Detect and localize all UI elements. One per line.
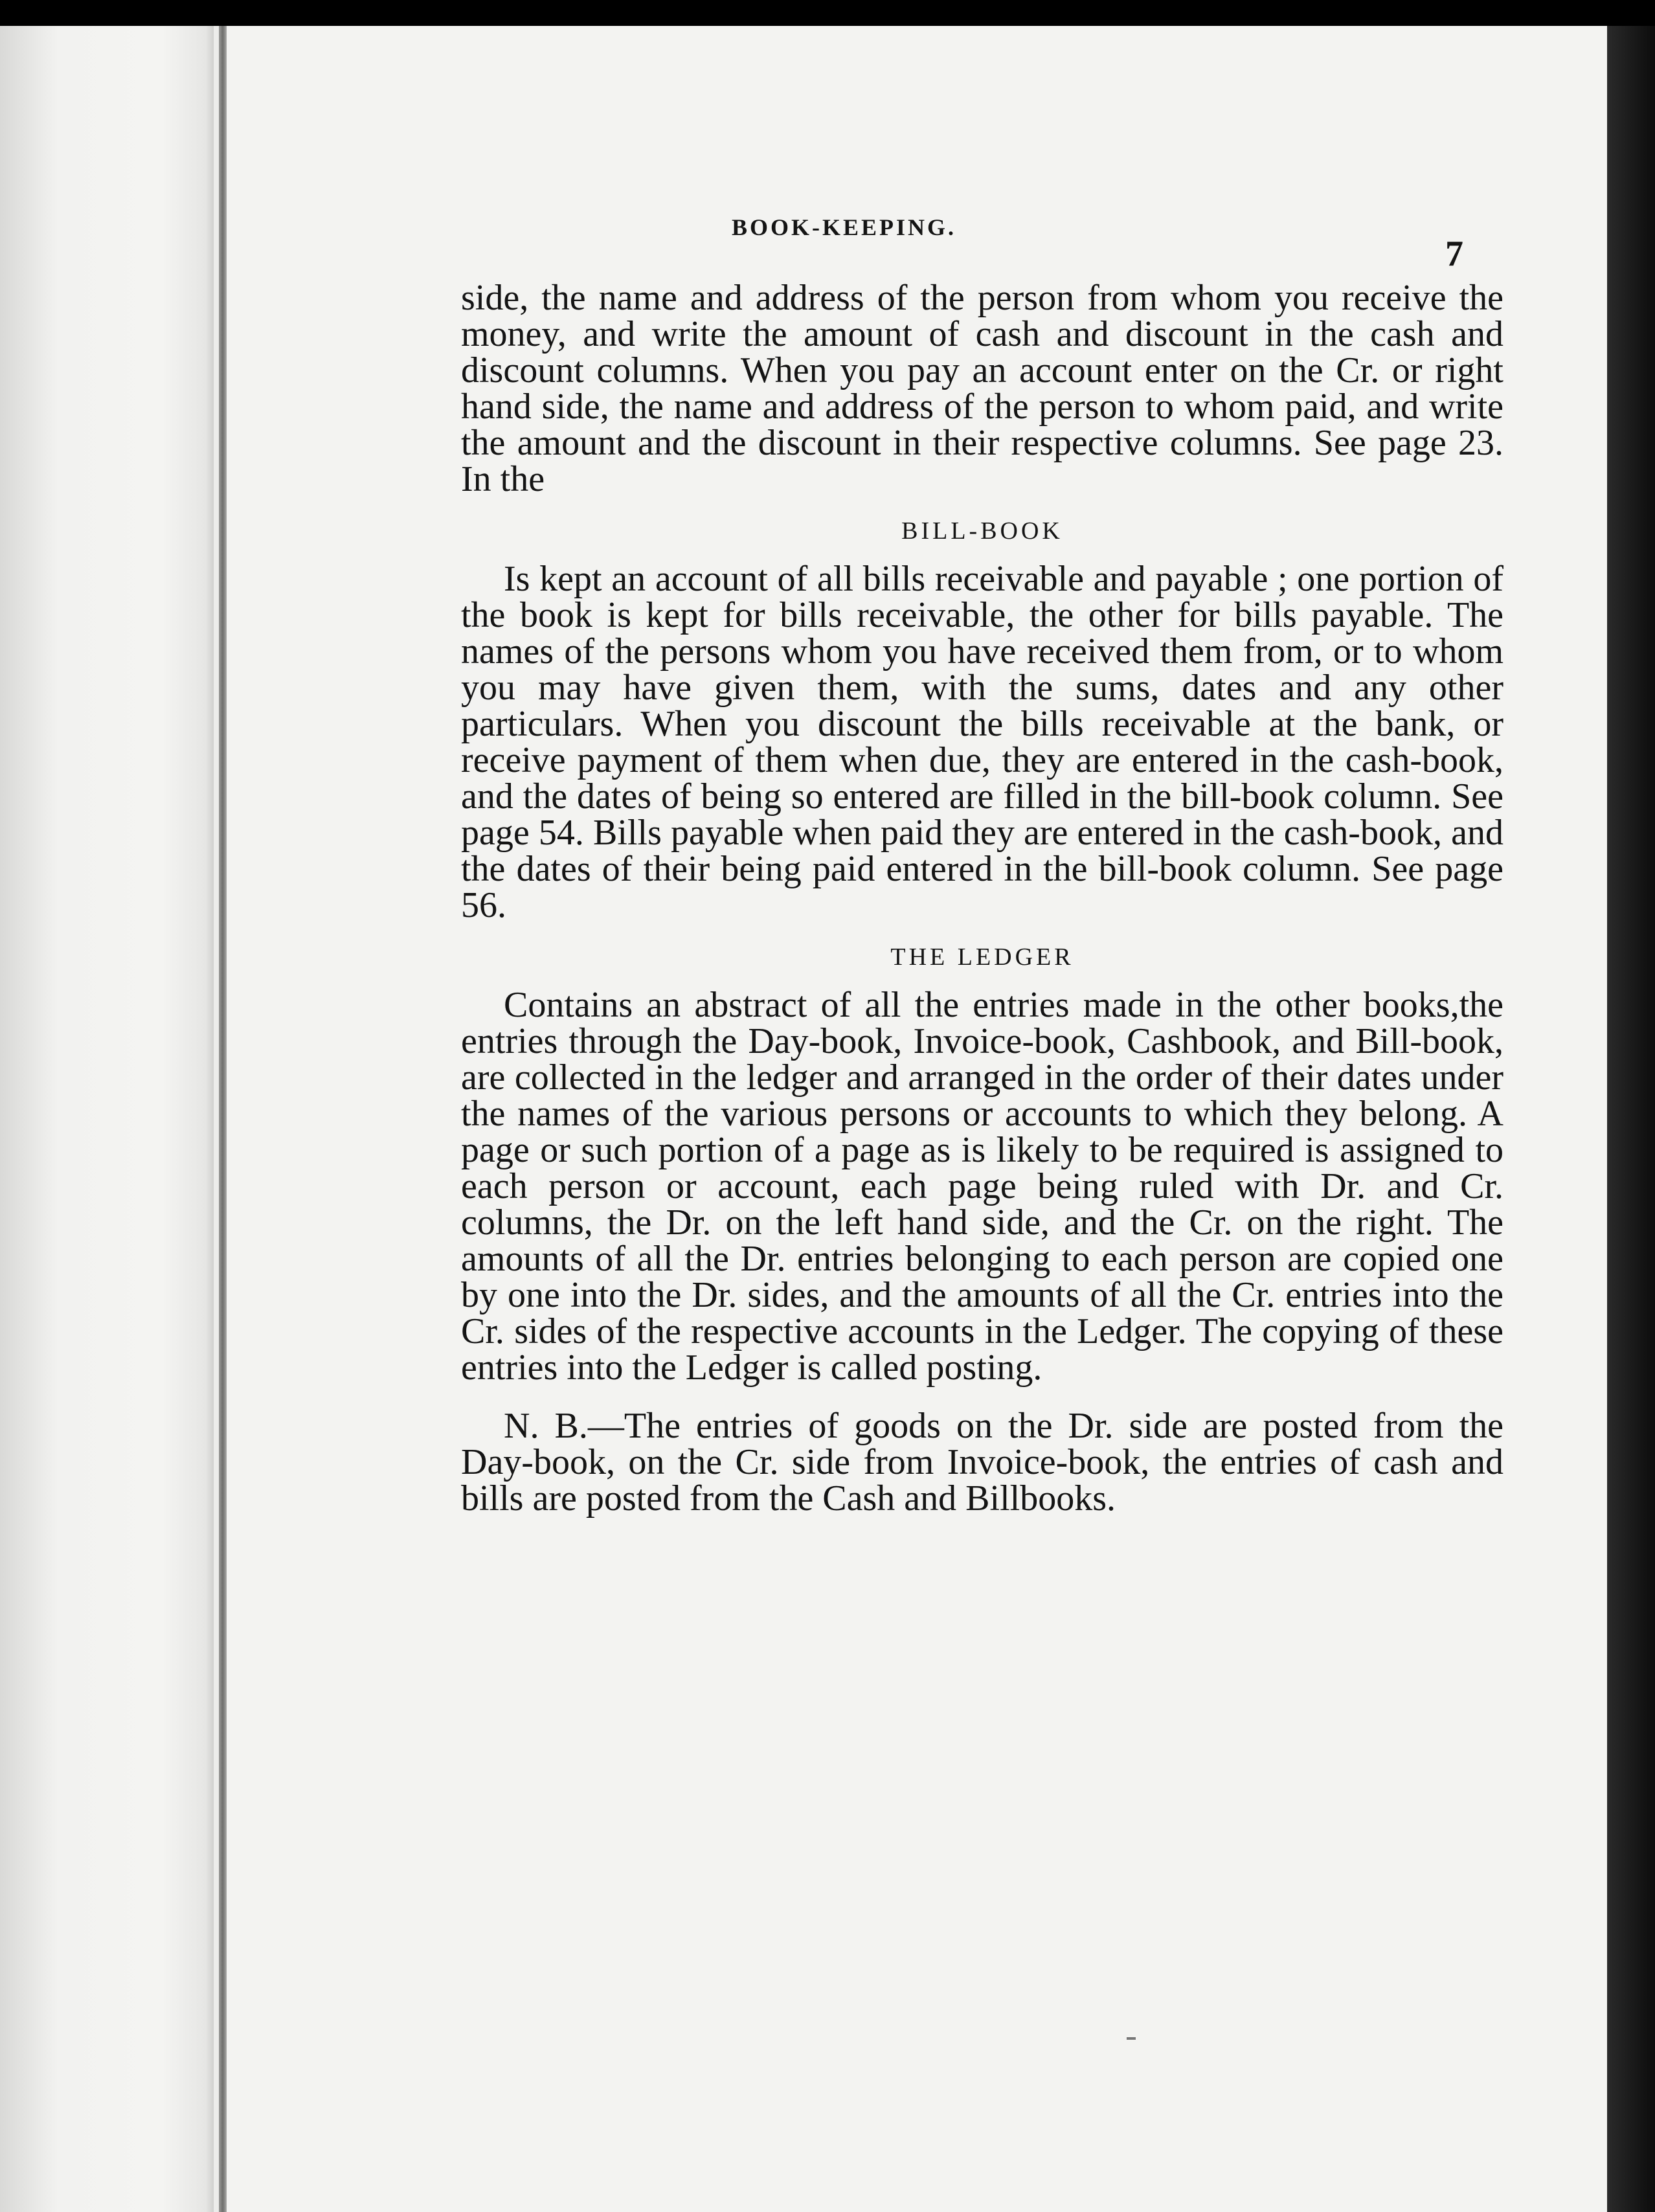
heading-the-ledger: THE LEDGER <box>890 943 1074 971</box>
scan-border-top <box>0 0 1655 26</box>
paragraph-ledger: Contains an abstract of all the entries made in the other books,the entries through the Day-book, Invoice-book, Cashbook, and Bill-book, are collected in the ledger and arranged in the order of their dates under the names of the various persons or accounts to which they belong. A page or such portion of a page as is likely to be required is assigned to each person or account, each page being ruled with Dr. and Cr. columns, the Dr. on the left hand side, and the Cr. on the right. The amounts of all the Dr. entries belonging to each person are copied one by one into the Dr. sides, and the amounts of all the Cr. entries into the Cr. sides of the respective accounts in the Ledger. The copying of these entries into the Ledger is called posting. <box>461 985 1503 1388</box>
page-number: 7 <box>1445 234 1463 274</box>
page-mark <box>1127 2037 1136 2040</box>
paragraph-nota-bene: N. B.—The entries of goods on the Dr. side are posted from the Day-book, on the Cr. side from Invoice-book, the entries of cash and bills are posted from the Cash and Billbooks. <box>461 1406 1503 1518</box>
paragraph-bill-book: Is kept an account of all bills receivable and payable ; one portion of the book is kept for bills receivable, the other for bills payable. The names of the persons whom you have received them from, or to whom you may have given them, with the sums, dates and any other particulars. When you discount the bills receivable at the bank, or receive payment of them when due, they are entered in the cash-book, and the dates of being so entered are filled in the bill-book column. See page 54. Bills payable when paid they are entered in the cash-book, and the dates of their being paid entered in the bill-book column. See page 56. <box>461 559 1503 925</box>
scanned-page <box>0 26 1655 2212</box>
body-text <box>461 280 1503 1517</box>
left-facing-page-edge <box>0 26 214 2212</box>
binding-spine <box>219 26 227 2212</box>
paragraph-cash-book-continued: side, the name and address of the person from whom you receive the money, and write the amount of cash and discount in the cash and discount columns. When you pay an account enter on the Cr. or right hand side, the name and address of the person to whom paid, and write the amount and the discount in their respective columns. See page 23. In the <box>461 278 1503 499</box>
heading-bill-book: BILL-BOOK <box>901 517 1063 545</box>
running-head: BOOK-KEEPING. <box>732 214 957 240</box>
scan-border-right <box>1607 26 1655 2212</box>
